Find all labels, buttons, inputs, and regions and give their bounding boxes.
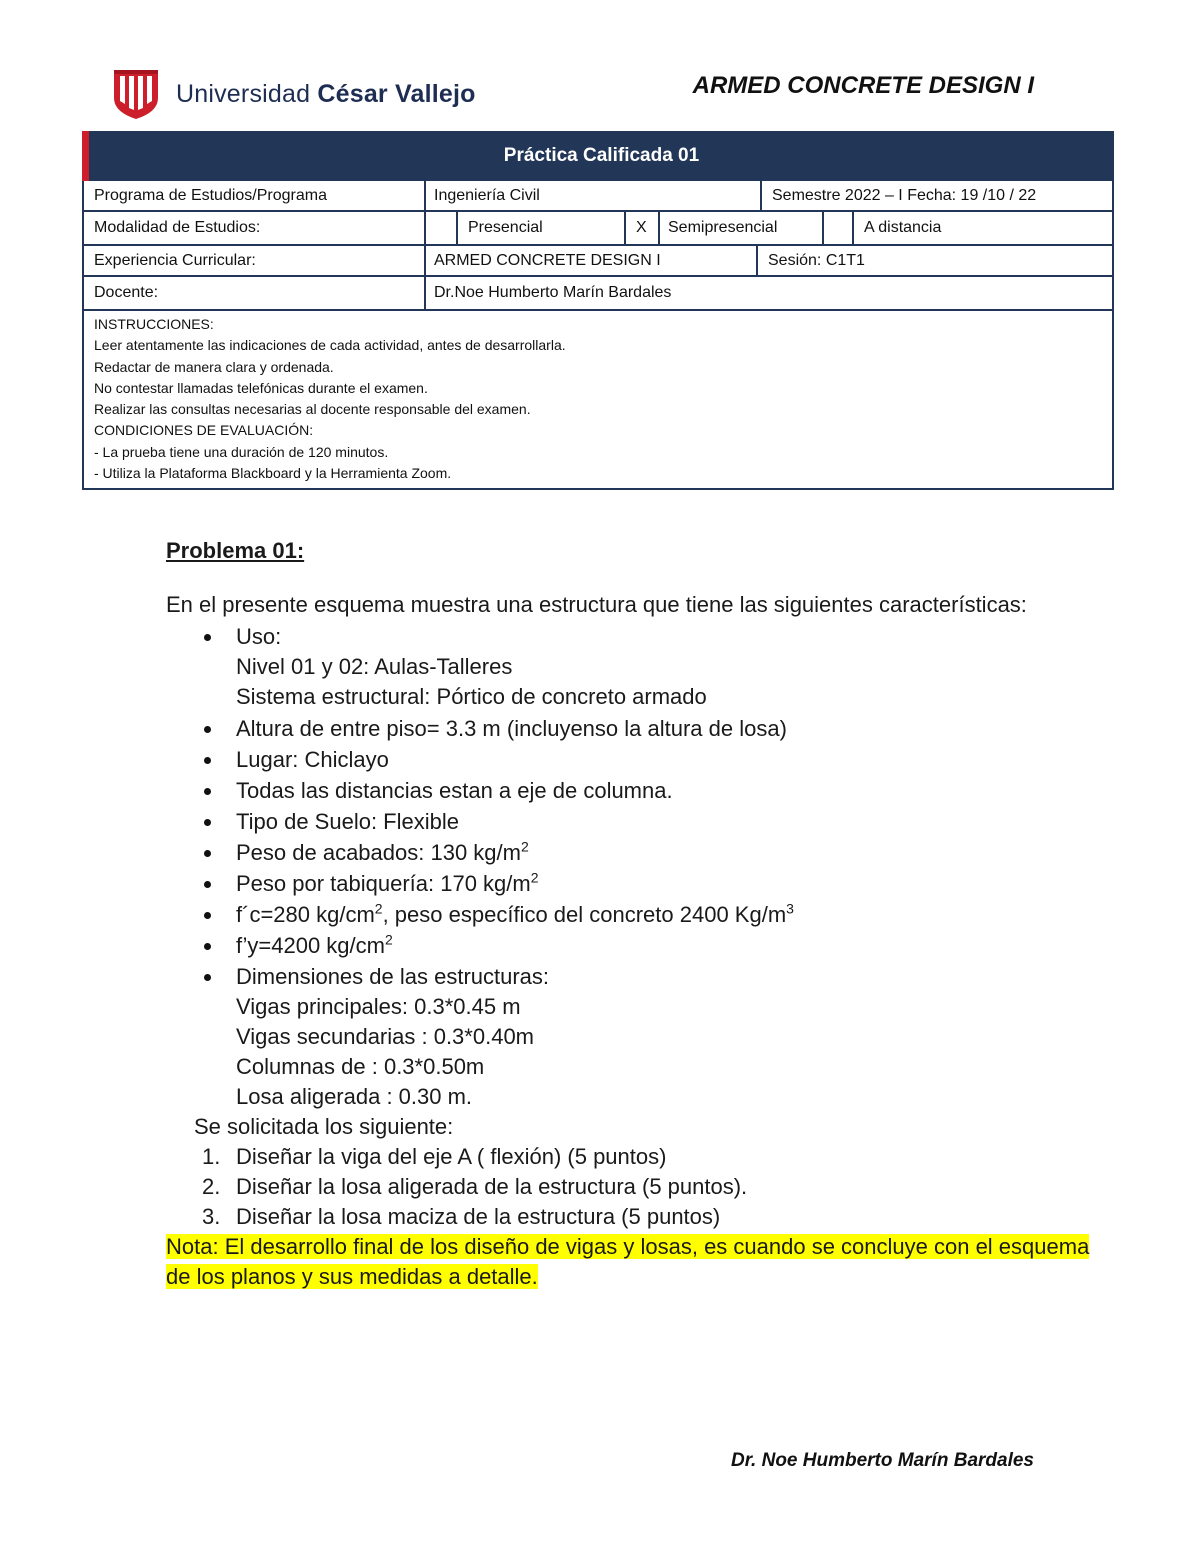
dim-vigas-secundarias: Vigas secundarias : 0.3*0.40m bbox=[236, 1024, 534, 1049]
instructions-line: Realizar las consultas necesarias al docente responsable del examen. bbox=[94, 401, 531, 418]
dim-vigas-principales: Vigas principales: 0.3*0.45 m bbox=[236, 994, 521, 1019]
exam-info-table bbox=[82, 131, 1114, 490]
task-item: 1. Diseñar la viga del eje A ( flexión) (5 puntos) bbox=[202, 1144, 667, 1169]
teacher-label: Docente: bbox=[94, 284, 159, 301]
instructions-line: - La prueba tiene una duración de 120 minutos. bbox=[94, 443, 389, 460]
exam-title: Práctica Calificada 01 bbox=[503, 145, 700, 166]
experience-label: Experiencia Curricular: bbox=[94, 251, 256, 269]
instructions-line: CONDICIONES DE EVALUACIÓN: bbox=[94, 422, 314, 439]
instructions-box bbox=[82, 309, 1114, 490]
university-shield-icon bbox=[112, 68, 160, 120]
list-item-altura: Altura de entre piso= 3.3 m (incluyenso la altura de losa) bbox=[166, 714, 1046, 744]
exam-title-bar bbox=[82, 131, 1114, 181]
instructions-line: Redactar de manera clara y ordenada. bbox=[94, 358, 334, 375]
list-item-fy: f’y=4200 $kg/cm^2$ bbox=[166, 931, 1046, 961]
list-item-fc: f´c=280 $kg/cm^2$, peso específico del concreto 2400 $Kg/m^3$ bbox=[166, 900, 1046, 930]
uso-sistema: Sistema estructural: Pórtico de concreto armado bbox=[236, 684, 707, 709]
session: Sesión: C1T1 bbox=[768, 251, 865, 269]
modality-label: Modalidad de Estudios: bbox=[94, 219, 261, 236]
program-label: Programa de Estudios/Programa bbox=[94, 186, 327, 204]
experience-value: ARMED CONCRETE DESIGN I bbox=[434, 251, 661, 269]
problem-title: Problema 01: bbox=[166, 538, 305, 563]
uso-nivel: Nivel 01 y 02: Aulas-Talleres bbox=[236, 654, 513, 679]
modality-row bbox=[82, 212, 1114, 246]
university-name: Universidad César Vallejo bbox=[176, 79, 476, 108]
task-item: 3. Diseñar la losa maciza de la estructura (5 puntos) bbox=[202, 1204, 721, 1229]
dim-columnas: Columnas de : 0.3*0.50m bbox=[236, 1054, 485, 1079]
list-item-tabiqueria: Peso por tabiquería: 170 $kg/m^2$ bbox=[166, 869, 1046, 899]
instructions-line: - Utiliza la Plataforma Blackboard y la Herramienta Zoom. bbox=[94, 465, 452, 482]
note-line-1: Nota: El desarrollo final de los diseño de vigas y losas, es cuando se concluye con el esquema bbox=[166, 1234, 1090, 1259]
problem-intro: En el presente esquema muestra una estructura que tiene las siguientes características: bbox=[166, 592, 1027, 617]
course-header: ARMED CONCRETE DESIGN I bbox=[692, 72, 1034, 99]
note-line-2: de los planos y sus medidas a detalle. bbox=[166, 1264, 538, 1289]
modality-mark: X bbox=[636, 219, 647, 236]
list-item-uso: Uso: bbox=[166, 622, 1046, 652]
list-item-lugar: Lugar: Chiclayo bbox=[166, 745, 1046, 775]
university-logo bbox=[112, 68, 476, 120]
semester-date: Semestre 2022 – I Fecha: 19 /10 / 22 bbox=[772, 186, 1037, 204]
request-lead: Se solicitada los siguiente: bbox=[194, 1114, 454, 1139]
program-row bbox=[82, 181, 1114, 212]
modality-semipresencial: Semipresencial bbox=[668, 219, 778, 236]
instructions-line: Leer atentamente las indicaciones de cada actividad, antes de desarrollarla. bbox=[94, 337, 566, 354]
list-item-acabados: Peso de acabados: 130 $kg/m^2$ bbox=[166, 838, 1046, 868]
task-item: 2. Diseñar la losa aligerada de la estructura (5 puntos). bbox=[202, 1174, 748, 1199]
instructions-line: INSTRUCCIONES: bbox=[94, 316, 214, 332]
program-value: Ingeniería Civil bbox=[434, 186, 540, 204]
problem-section bbox=[166, 538, 1090, 1292]
list-item-dimensiones: Dimensiones de las estructuras: bbox=[166, 962, 1046, 992]
list-item-distancias: Todas las distancias estan a eje de columna. bbox=[166, 776, 1046, 806]
instructions-line: No contestar llamadas telefónicas durante el examen. bbox=[94, 379, 428, 396]
modality-presencial: Presencial bbox=[468, 219, 543, 236]
experience-row bbox=[82, 246, 1114, 277]
modality-distancia: A distancia bbox=[864, 219, 942, 236]
teacher-value: Dr.Noe Humberto Marín Bardales bbox=[434, 284, 672, 301]
list-item-suelo: Tipo de Suelo: Flexible bbox=[166, 807, 1046, 837]
footer-author: Dr. Noe Humberto Marín Bardales bbox=[730, 1450, 1034, 1471]
teacher-row bbox=[82, 277, 1114, 309]
dim-losa: Losa aligerada : 0.30 m. bbox=[236, 1084, 473, 1109]
